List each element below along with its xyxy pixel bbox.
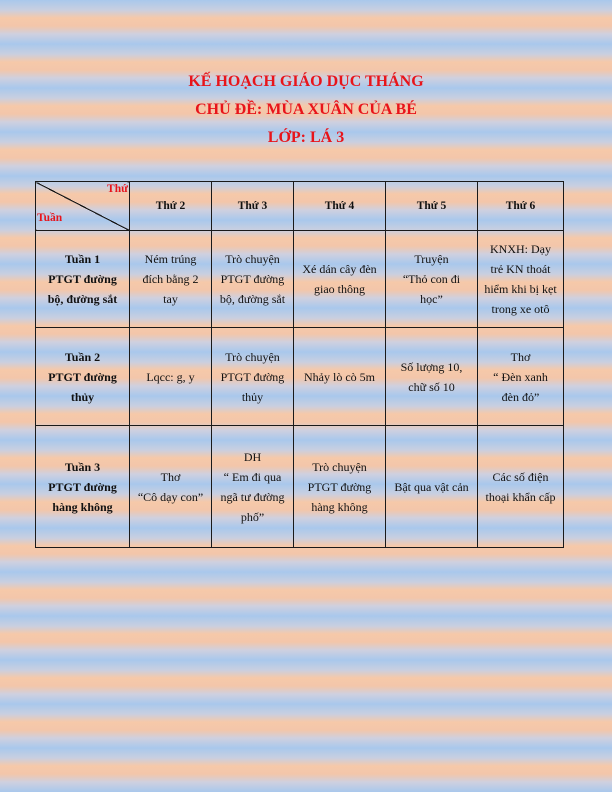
activity-cell: Trò chuyện PTGT đường hàng không <box>294 426 386 548</box>
corner-header <box>36 182 130 231</box>
week-label: Tuần 1 PTGT đường bộ, đường sắt <box>36 231 130 328</box>
header-day-3: Thứ 3 <box>212 182 294 231</box>
title-theme: CHỦ ĐỀ: MÙA XUÂN CỦA BÉ <box>195 101 417 118</box>
education-plan-table <box>35 181 564 548</box>
table-row <box>36 328 564 426</box>
week-label: Tuần 2 PTGT đường thủy <box>36 328 130 426</box>
title-plan: KẾ HOẠCH GIÁO DỤC THÁNG <box>188 73 424 90</box>
document-title <box>0 68 612 152</box>
table-row <box>36 231 564 328</box>
activity-cell: Các số điện thoại khẩn cấp <box>478 426 564 548</box>
title-class: LỚP: LÁ 3 <box>267 129 345 146</box>
activity-cell: KNXH: Dạy trẻ KN thoát hiểm khi bị kẹt trong xe otô <box>478 231 564 328</box>
activity-cell: Lqcc: g, y <box>130 328 212 426</box>
activity-cell: Số lượng 10, chữ số 10 <box>386 328 478 426</box>
activity-cell: Thơ “ Đèn xanh đèn đỏ” <box>478 328 564 426</box>
week-label: Tuần 3 PTGT đường hàng không <box>36 426 130 548</box>
corner-day-label: Thứ <box>107 183 128 195</box>
activity-cell: Ném trúng đích bằng 2 tay <box>130 231 212 328</box>
activity-cell: Thơ “Cô dạy con” <box>130 426 212 548</box>
table-row <box>36 426 564 548</box>
activity-cell: DH “ Em đi qua ngã tư đường phố” <box>212 426 294 548</box>
activity-cell: Xé dán cây đèn giao thông <box>294 231 386 328</box>
header-day-4: Thứ 4 <box>294 182 386 231</box>
header-day-5: Thứ 5 <box>386 182 478 231</box>
header-day-2: Thứ 2 <box>130 182 212 231</box>
activity-cell: Trò chuyện PTGT đường bộ, đường sắt <box>212 231 294 328</box>
activity-cell: Nhảy lò cò 5m <box>294 328 386 426</box>
header-row <box>36 182 564 231</box>
corner-week-label: Tuần <box>37 212 63 224</box>
activity-cell: Bật qua vật cản <box>386 426 478 548</box>
activity-cell: Trò chuyện PTGT đường thủy <box>212 328 294 426</box>
activity-cell: Truyện “Thỏ con đi học” <box>386 231 478 328</box>
header-day-6: Thứ 6 <box>478 182 564 231</box>
